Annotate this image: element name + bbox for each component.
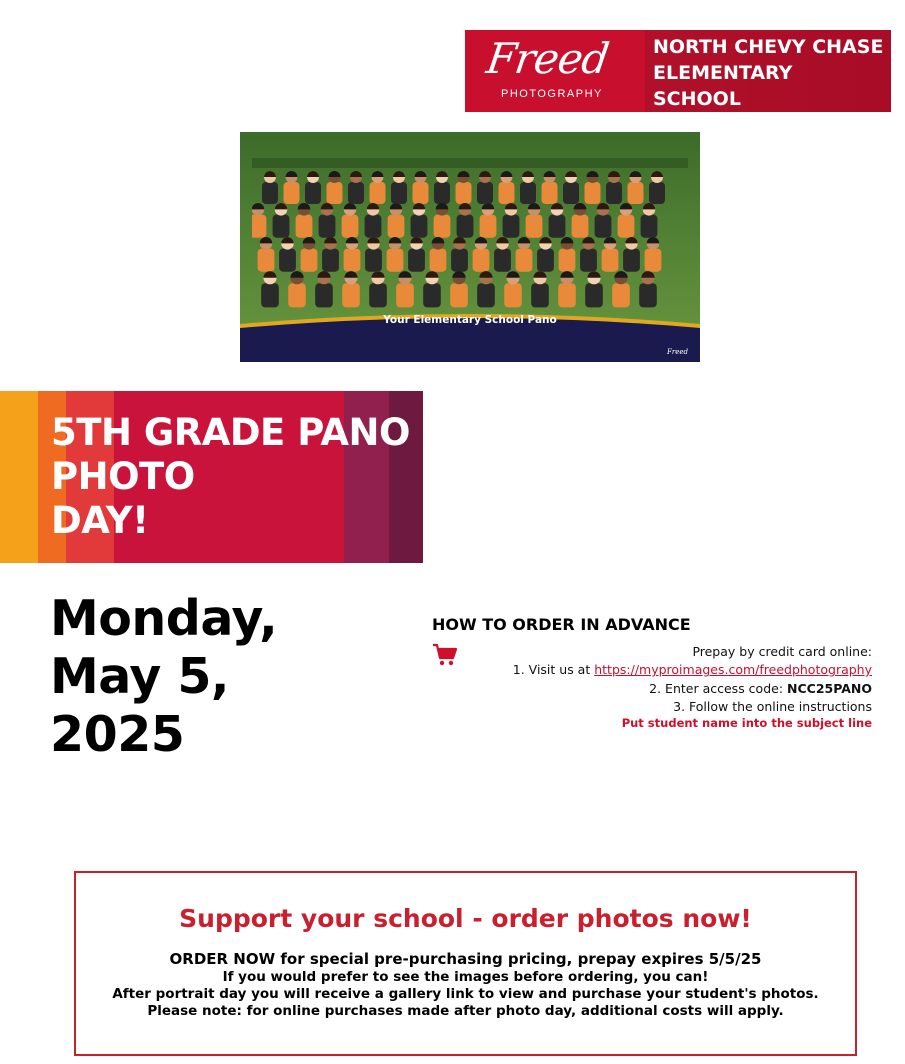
student-figure-hair [389,237,402,243]
support-details [76,949,855,1020]
student-figure-hair [501,171,513,177]
student-figure-hair [643,203,656,209]
order-note: Put student name into the subject line [621,716,872,731]
student-figure-body [520,182,536,204]
student-figure-hair [539,237,552,243]
student-figure-body [342,283,360,307]
student-figure-hair [260,237,273,243]
student-figure-body [319,215,336,238]
student-figure-hair [290,271,303,278]
student-figure-body [580,249,597,272]
student-figure-body [288,283,306,307]
student-figure-body [526,215,543,238]
student-figure-hair [475,237,488,243]
student-figure-hair [281,237,294,243]
student-figure-body [301,249,318,272]
student-figure-hair [587,171,599,177]
student-figure-hair [630,171,642,177]
student-figure-body [563,182,579,204]
student-figure-hair [393,171,405,177]
event-title: 5TH GRADE PANO PHOTO DAY! [51,411,410,542]
student-figure-hair [453,237,466,243]
student-figure-body [284,182,300,204]
student-figure-hair [551,203,564,209]
student-figure-hair [303,237,316,243]
student-figure-hair [436,171,448,177]
order-step-1 [513,661,872,679]
student-figure-hair [252,203,264,209]
student-figure-hair [496,237,509,243]
student-figure-body [558,283,576,307]
student-figure-body [639,283,657,307]
student-figure-hair [565,171,577,177]
student-figure-body [451,249,468,272]
student-figure-body [549,215,566,238]
student-figure-body [327,182,343,204]
student-figure-hair [651,171,663,177]
student-figure-body [434,215,451,238]
student-figure-body [408,249,425,272]
student-figure-body [473,249,490,272]
student-figure-body [396,283,414,307]
student-figure-body [494,249,511,272]
logo-script-text: Freed [483,34,612,83]
student-figure-body [370,182,386,204]
student-figure-body [623,249,640,272]
student-figure-hair [647,237,660,243]
student-figure-hair [432,237,445,243]
student-figure-hair [604,237,617,243]
student-figure-body [649,182,665,204]
school-name-panel [645,30,891,112]
student-figure-hair [582,237,595,243]
student-figure-body [477,283,495,307]
student-figure-hair [608,171,620,177]
student-figure-hair [329,171,341,177]
student-figure-body [342,215,359,238]
student-figure-body [365,249,382,272]
order-step-2 [513,680,872,698]
student-figure-body [559,249,576,272]
student-figure-hair [286,171,298,177]
additional-costs-note: Please note: for online purchases made after photo day, additional costs will apply. [147,1003,784,1019]
student-figure-hair [367,237,380,243]
student-figure-body [456,182,472,204]
order-step-1-label: 1. Visit us at [512,662,595,678]
student-figure-hair [264,171,276,177]
student-figure-body [391,182,407,204]
student-figure-hair [452,271,465,278]
order-instructions [432,615,872,731]
student-figure-body [612,283,630,307]
student-figure-hair [344,271,357,278]
student-figure-body [606,182,622,204]
student-figure-hair [522,171,534,177]
student-figure-body [365,215,382,238]
student-figure-hair [398,271,411,278]
student-figure-body [348,182,364,204]
student-figure-body [434,182,450,204]
preview-option-text: If you would prefer to see the images before ordering, you can! [222,969,709,985]
student-figure-body [504,283,522,307]
student-figure-hair [324,237,337,243]
student-figure-body [279,249,296,272]
access-code: NCC25PANO [787,680,872,696]
student-figure-body [305,182,321,204]
student-figure-body [645,249,662,272]
student-figure-body [457,215,474,238]
student-figure-body [641,215,658,238]
freed-photography-logo [465,30,645,112]
student-figure-hair [479,171,491,177]
student-figure-hair [307,171,319,177]
student-figure-hair [625,237,638,243]
student-figure-hair [436,203,449,209]
student-figure-body [450,283,468,307]
student-figure-body [516,249,533,272]
student-figure-hair [533,271,546,278]
school-name: NORTH CHEVY CHASE ELEMENTARY SCHOOL [653,36,884,110]
student-figure-body [537,249,554,272]
support-school-box [74,871,857,1056]
order-step-intro: Prepay by credit card online: [692,644,872,659]
student-figure-hair [518,237,531,243]
student-figure-body [499,182,515,204]
student-figure-body [322,249,339,272]
student-figure-hair [317,271,330,278]
student-figure-hair [263,271,276,278]
student-figure-body [423,283,441,307]
student-figure-body [261,283,279,307]
order-step-3: 3. Follow the online instructions [673,698,872,714]
support-heading: Support your school - order photos now! [179,904,752,933]
event-date: Monday, May 5, 2025 [50,590,278,763]
order-website-link[interactable]: https://myproimages.com/freedphotography [594,662,872,678]
student-figure-hair [641,271,654,278]
student-figure-hair [410,237,423,243]
student-figure-hair [275,203,288,209]
student-figure-body [413,182,429,204]
student-figure-hair [479,271,492,278]
student-figure-hair [298,203,311,209]
student-figure-hair [528,203,541,209]
photo-watermark: Freed [667,348,688,356]
student-figure-body [595,215,612,238]
student-figure-body [388,215,405,238]
student-figure-hair [614,271,627,278]
student-figure-hair [372,171,384,177]
order-steps [513,643,872,731]
student-figure-hair [574,203,587,209]
student-figure-body [296,215,313,238]
banner-stripe [0,391,38,563]
student-figure-body [585,182,601,204]
student-figure-body [258,249,275,272]
student-figure-body [344,249,361,272]
student-figure-hair [597,203,610,209]
students-group-illustration [252,158,688,308]
student-figure-body [542,182,558,204]
student-figure-hair [458,171,470,177]
logo-subtitle: PHOTOGRAPHY [501,88,603,100]
student-figure-body [252,215,266,238]
order-heading: HOW TO ORDER IN ADVANCE [432,615,691,634]
student-figure-hair [561,237,574,243]
student-figure-body [430,249,447,272]
student-figure-body [387,249,404,272]
student-figure-body [628,182,644,204]
student-figure-body [480,215,497,238]
student-figure-body [585,283,603,307]
student-figure-hair [620,203,633,209]
student-figure-body [315,283,333,307]
student-figure-body [618,215,635,238]
event-banner [0,391,423,563]
photo-caption: Your Elementary School Pano [383,314,557,326]
student-figure-hair [506,271,519,278]
student-figure-body [273,215,290,238]
student-figure-hair [425,271,438,278]
shopping-cart-icon [432,643,458,667]
student-figure-hair [350,171,362,177]
student-figure-hair [544,171,556,177]
student-figure-hair [415,171,427,177]
gallery-link-text: After portrait day you will receive a gallery link to view and purchase your student's photos. [112,986,819,1002]
student-figure-body [602,249,619,272]
order-step-2-label: 2. Enter access code: [649,680,788,696]
student-figure-hair [587,271,600,278]
student-figure-hair [371,271,384,278]
student-figure-hair [560,271,573,278]
student-figure-body [369,283,387,307]
prepay-deadline-text: ORDER NOW for special pre-purchasing pricing, prepay expires 5/5/25 [169,950,762,968]
student-figure-hair [346,237,359,243]
student-figure-body [477,182,493,204]
student-figure-body [411,215,428,238]
student-figure-body [503,215,520,238]
student-figure-body [572,215,589,238]
class-panorama-photo [240,132,700,362]
freed-photography-logo-banner [465,30,891,112]
student-figure-body [531,283,549,307]
student-figure-body [262,182,278,204]
